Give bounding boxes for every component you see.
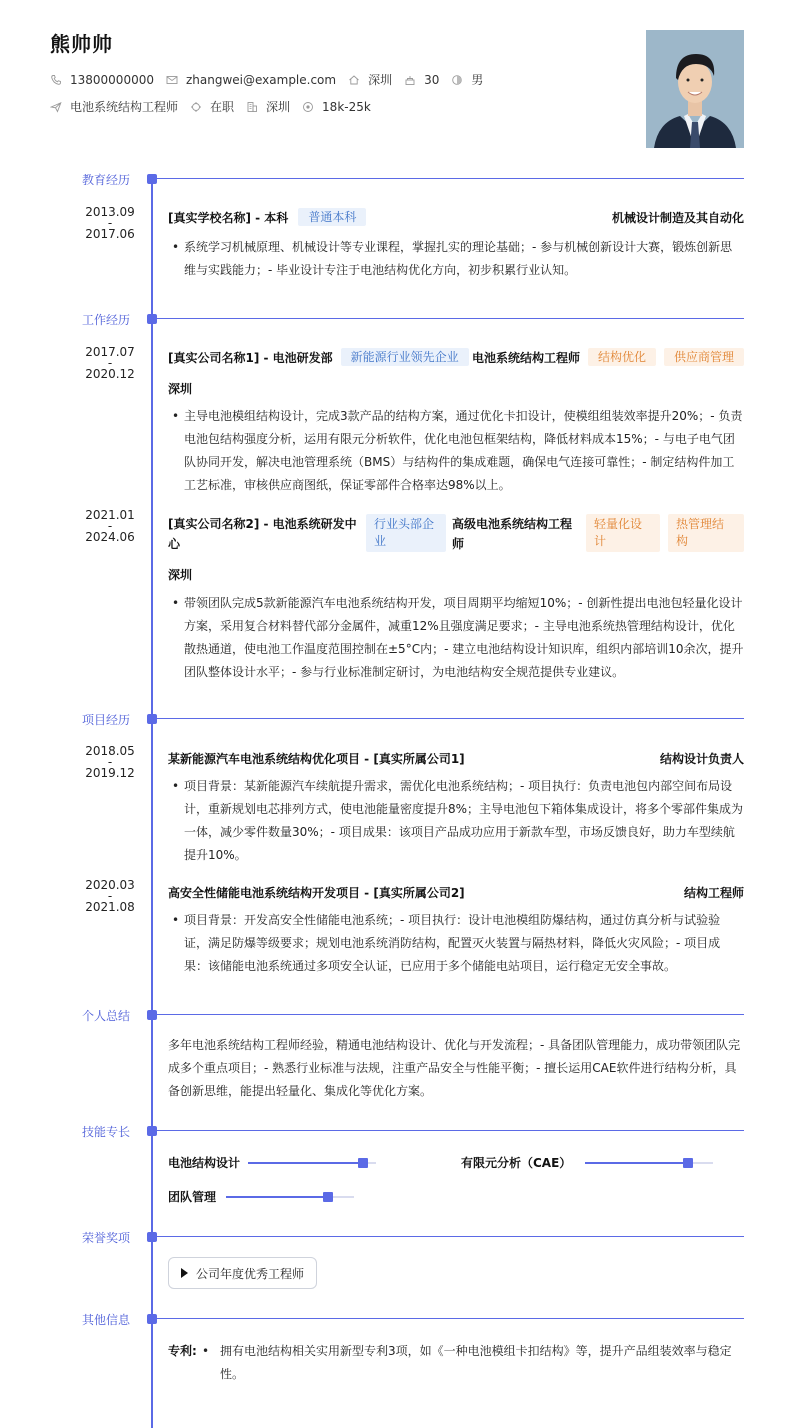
section-divider — [157, 1318, 744, 1319]
section-title-work: 工作经历 — [81, 313, 130, 327]
home-icon — [348, 74, 360, 86]
project-role: 结构设计负责人 — [659, 752, 744, 766]
company-name: [真实公司名称2] - 电池系统研发中 心 — [168, 517, 357, 551]
age-text: 30 — [424, 72, 440, 87]
candidate-name: 熊帅帅 — [50, 32, 113, 56]
work2-description: • 带领团队完成5款新能源汽车电池系统结构开发，项目周期平均缩短10%；- 创新性提出电池包轻量化设计方案，采用复合材料替代部分金属件，减重12%且强度满足要求；- 主导电池系统热管理结构设计，优化散热通道，使电池工作温度范围控制在±5°C内；- 建立电池结构设计知识库，组织内部培训10余次，提升团队整体设计水平；- 参与行业标准制定研讨，为电池结构安全规范提供专业建议。 — [168, 592, 744, 684]
salary-text: 18k-25k — [322, 99, 371, 114]
section-divider — [157, 1236, 744, 1237]
email-text: zhangwei@example.com — [185, 72, 337, 87]
gender — [451, 71, 483, 88]
degree-tag: 普通本科 — [298, 208, 366, 226]
skill-tag: 轻量化设 计 — [586, 514, 660, 552]
mail-icon — [166, 74, 178, 86]
skill-level-knob — [323, 1192, 333, 1202]
contact-row — [50, 71, 495, 88]
section-divider — [157, 718, 744, 719]
skill-level-bar — [585, 1162, 713, 1164]
work1-description: • 主导电池模组结构设计，完成3款产品的结构方案，通过优化卡扣设计，使模组组装效率提升20%；- 负责电池包结构强度分析，运用有限元分析软件，优化电池包框架结构，降低材料成本15%；- 与电子电气团队协同开发，解决电池管理系统（BMS）与结构件的集成难题，确保电气连接可靠性；- 制定结构件加工工艺标准，审核供应商图纸，保证零部件合格率达98%以上。 — [168, 405, 744, 497]
section-marker — [147, 1010, 157, 1020]
phone-text: 13800000000 — [70, 72, 154, 87]
work1-title — [168, 348, 744, 366]
skill-name: 团队管理 — [168, 1190, 217, 1204]
section-title-education: 教育经历 — [81, 173, 130, 187]
project2-title — [168, 884, 744, 901]
project1-title — [168, 750, 744, 767]
other-info — [168, 1340, 744, 1386]
project1-dates: 2018.05 - 2019.12 — [85, 744, 135, 780]
job-status-text: 在职 — [210, 100, 235, 114]
work2-title — [168, 514, 744, 554]
section-title-projects: 项目经历 — [81, 713, 130, 727]
skill-item — [168, 1154, 376, 1171]
city — [348, 71, 392, 88]
skill-tag: 结构优化 — [588, 348, 656, 366]
building-icon — [246, 101, 258, 113]
job-intent-row — [50, 98, 383, 115]
job-status — [190, 98, 234, 115]
work1-city: 深圳 — [168, 382, 193, 396]
summary-text: 多年电池系统结构工程师经验，精通电池结构设计、优化与开发流程；- 具备团队管理能力，成功带领团队完成多个重点项目；- 熟悉行业标准与法规，注重产品安全与性能平衡；- 擅长运用CAE软件进行结构分析，具备创新思维，能提出轻量化、集成化等优化方案。 — [168, 1038, 741, 1098]
project-name: 高安全性储能电池系统结构开发项目 - [真实所属公司2] — [168, 886, 465, 900]
section-divider — [157, 178, 744, 179]
job-target-text: 电池系统结构工程师 — [70, 100, 179, 114]
work-city-text: 深圳 — [266, 100, 291, 114]
project-name: 某新能源汽车电池系统结构优化项目 - [真实所属公司1] — [168, 752, 465, 766]
age-icon — [404, 74, 416, 86]
company-tag: 新能源行业领先企业 — [341, 348, 469, 366]
project2-dates: 2020.03 - 2021.08 — [85, 878, 135, 914]
project-role: 结构工程师 — [683, 886, 744, 900]
skill-item — [461, 1154, 713, 1171]
skill-name: 有限元分析（CAE） — [461, 1156, 572, 1170]
section-title-summary: 个人总结 — [81, 1009, 130, 1023]
skill-level-bar — [226, 1196, 354, 1198]
skill-tag: 热管理结 构 — [668, 514, 744, 552]
section-marker — [147, 1314, 157, 1324]
job-target — [50, 98, 178, 115]
award-name: 公司年度优秀工程师 — [196, 1266, 305, 1281]
play-icon — [181, 1268, 188, 1278]
email — [166, 73, 336, 87]
section-marker — [147, 1126, 157, 1136]
salary — [302, 100, 371, 114]
phone-icon — [50, 74, 62, 86]
project1-description: • 项目背景：某新能源汽车续航提升需求，需优化电池系统结构；- 项目执行：负责电池包内部空间布局设计，重新规划电芯排列方式，使电池能量密度提升8%；主导电池包下箱体集成设计，将多个零部件集成为一体，减少零件数量30%；- 项目成果：该项目产品成功应用于新款车型，市场反馈良好，助力车型续航提升10%。 — [168, 775, 744, 867]
company-name: [真实公司名称1] - 电池研发部 — [168, 350, 333, 365]
project2-description: • 项目背景：开发高安全性储能电池系统；- 项目执行：设计电池模组防爆结构，通过仿真分析与试验验证，满足防爆等级要求；规划电池系统消防结构，配置灭火装置与隔热材料，降低火灾风险；- 项目成果：该储能电池系统通过多项安全认证，已应用于多个储能电站项目，运行稳定无安全事故。 — [168, 909, 744, 978]
skill-tag: 供应商管理 — [664, 348, 744, 366]
section-marker — [147, 1232, 157, 1242]
section-divider — [157, 318, 744, 319]
skill-item — [168, 1188, 354, 1205]
section-title-skills: 技能专长 — [81, 1125, 130, 1139]
section-marker — [147, 174, 157, 184]
city-text: 深圳 — [368, 73, 393, 87]
education-description: • 系统学习机械原理、机械设计等专业课程，掌握扎实的理论基础；- 参与机械创新设计大赛，锻炼创新思维与实践能力；- 毕业设计专注于电池结构优化方向，初步积累行业认知。 — [168, 236, 744, 282]
education-title — [168, 208, 744, 226]
skill-level-bar — [248, 1162, 376, 1164]
section-divider — [157, 1130, 744, 1131]
money-icon — [302, 101, 314, 113]
education-dates: 2013.09 - 2017.06 — [85, 205, 135, 241]
section-marker — [147, 714, 157, 724]
major: 机械设计制造及其自动化 — [611, 210, 744, 225]
status-icon — [190, 101, 202, 113]
work2-city: 深圳 — [168, 568, 193, 582]
section-marker — [147, 314, 157, 324]
company-tag: 行业头部企 业 — [366, 514, 446, 552]
work2-dates: 2021.01 - 2024.06 — [85, 508, 135, 544]
job-position: 电池系统结构工程师 — [471, 350, 580, 365]
send-icon — [50, 101, 62, 113]
skill-level-knob — [683, 1158, 693, 1168]
skill-level-knob — [358, 1158, 368, 1168]
phone — [50, 73, 154, 87]
section-title-other: 其他信息 — [81, 1313, 130, 1327]
gender-icon — [451, 74, 463, 86]
age — [404, 73, 439, 87]
section-divider — [157, 1014, 744, 1015]
job-position: 高级电池系统结构工程 师 — [452, 517, 573, 551]
profile-photo — [646, 30, 744, 148]
award-item — [168, 1257, 317, 1289]
other-label: 专利: — [168, 1344, 197, 1358]
gender-text: 男 — [471, 73, 484, 87]
bullet: • — [202, 1344, 210, 1358]
work-city — [246, 98, 290, 115]
other-text: 拥有电池结构相关实用新型专利3项，如《一种电池模组卡扣结构》等，提升产品组装效率与稳定性。 — [220, 1344, 732, 1381]
skill-name: 电池结构设计 — [168, 1156, 241, 1170]
work1-dates: 2017.07 - 2020.12 — [85, 345, 135, 381]
school-name: [真实学校名称] - 本科 — [168, 210, 289, 225]
section-title-awards: 荣誉奖项 — [81, 1231, 130, 1245]
